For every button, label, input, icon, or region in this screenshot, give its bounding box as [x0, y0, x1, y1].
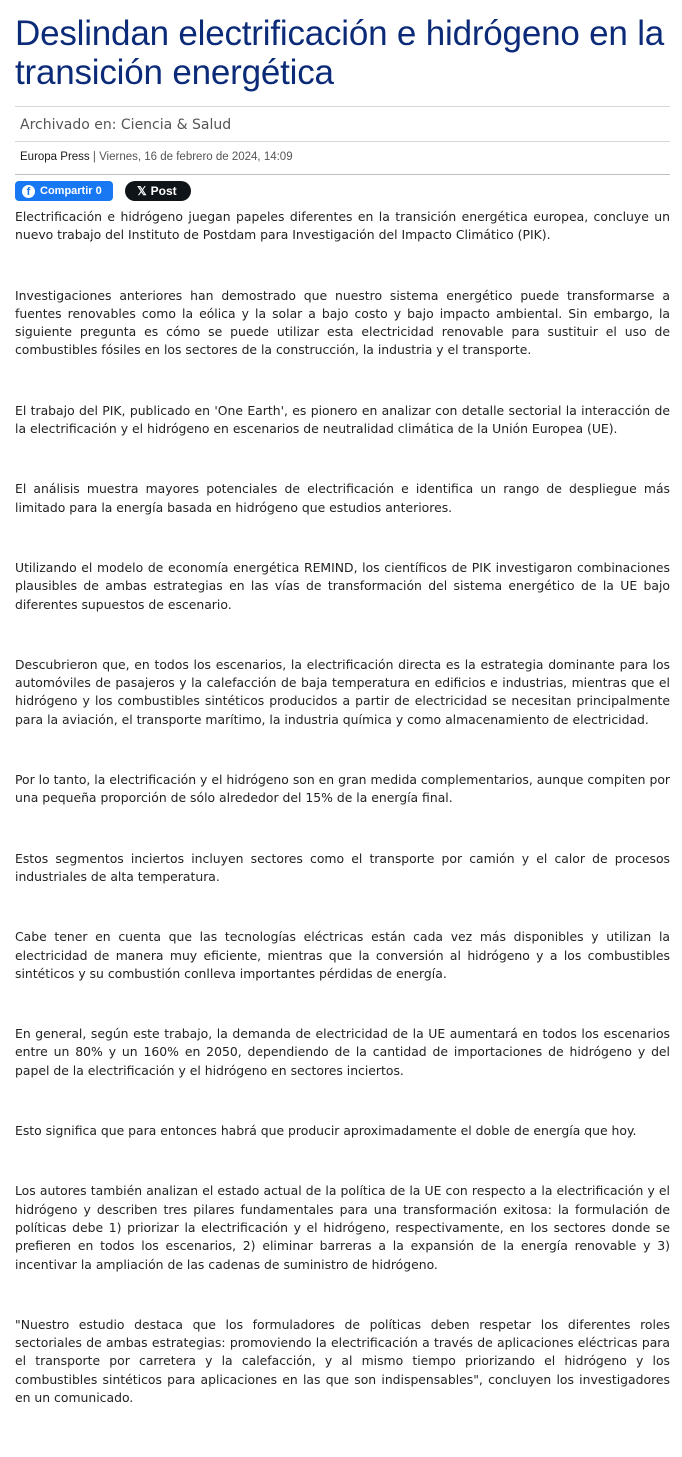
- facebook-share-label: Compartir 0: [40, 185, 102, 197]
- archived-category: Archivado en: Ciencia & Salud: [20, 117, 232, 133]
- divider: [15, 141, 670, 142]
- paragraph: Investigaciones anteriores han demostrado que nuestro sistema energético puede transformarse a fuentes renovables como la eólica y la solar a bajo costo y bajo impacto ambiental. Sin embargo, la siguiente pregunta es cómo se puede utilizar esta electricidad renovable para sustituir el uso de combustibles fósiles en los sectores de la construcción, la industria y el transporte.: [15, 287, 670, 358]
- byline-separator: |: [89, 151, 100, 163]
- divider: [15, 106, 670, 107]
- paragraph: Cabe tener en cuenta que las tecnologías eléctricas están cada vez más disponibles y utilizan la electricidad de manera muy eficiente, mientras que la conversión al hidrógeno y a los combustibles sintéticos y su combustión conlleva importantes pérdidas de energía.: [15, 929, 670, 981]
- article-body: [15, 208, 670, 1407]
- paragraph: El trabajo del PIK, publicado en 'One Earth', es pionero en analizar con detalle sectorial la interacción de la electrificación y el hidrógeno en escenarios de neutralidad climática de la Unión Europea (UE).: [15, 402, 670, 437]
- paragraph: Los autores también analizan el estado actual de la política de la UE con respecto a la electrificación y el hidrógeno y describen tres pilares fundamentales para una transformación exitosa: la formulación de políticas debe 1) priorizar la electrificación y el hidrógeno, respectivamente, en los sectores donde se prefieren en todos los escenarios, 2) eliminar barreras a la expansión de la energía renovable y 3) incentivar la ampliación de las cadenas de suministro de hidrógeno.: [15, 1183, 670, 1272]
- paragraph: Esto significa que para entonces habrá que producir aproximadamente el doble de energía que hoy.: [15, 1123, 637, 1139]
- paragraph: Estos segmentos inciertos incluyen sectores como el transporte por camión y el calor de procesos industriales de alta temperatura.: [15, 850, 670, 884]
- facebook-share-button[interactable]: [15, 181, 113, 201]
- paragraph: Electrificación e hidrógeno juegan papeles diferentes en la transición energética europea, concluye un nuevo trabajo del Instituto de Postdam para Investigación del Impacto Climático (PIK).: [15, 209, 670, 243]
- divider: [15, 174, 670, 175]
- paragraph: Utilizando el modelo de economía energética REMIND, los científicos de PIK investigaron combinaciones plausibles de ambas estrategias en las vías de transformación del sistema energético de la UE bajo diferentes supuestos de escenario.: [15, 559, 670, 612]
- facebook-icon: f: [22, 185, 35, 198]
- paragraph: El análisis muestra mayores potenciales de electrificación e identifica un rango de despliegue más limitado para la energía basada en hidrógeno que estudios anteriores.: [15, 481, 670, 515]
- publish-date: Viernes, 16 de febrero de 2024, 14:09: [99, 151, 293, 163]
- paragraph: En general, según este trabajo, la demanda de electricidad de la UE aumentará en todos los escenarios entre un 80% y un 160% en 2050, dependiendo de la cantidad de importaciones de hidrógeno y del papel de la electrificación y el hidrógeno en sectores inciertos.: [15, 1026, 670, 1078]
- x-post-button[interactable]: [125, 181, 191, 201]
- paragraph: Por lo tanto, la electrificación y el hidrógeno son en gran medida complementarios, aunque compiten por una pequeña proporción de sólo alrededor del 15% de la energía final.: [15, 772, 670, 806]
- x-logo-icon: 𝕏: [137, 184, 147, 198]
- byline: [20, 150, 670, 164]
- paragraph: Descubrieron que, en todos los escenarios, la electrificación directa es la estrategia dominante para los automóviles de pasajeros y la calefacción de baja temperatura en edificios e industrias, mientras que el hidrógeno y los combustibles sintéticos producidos a partir de electricidad se necesitan principalmente para la aviación, el transporte marítimo, la industria química y como almacenamiento de electricidad.: [15, 656, 670, 727]
- article-title: Deslindan electrificación e hidrógeno en la transición energética: [15, 14, 665, 92]
- paragraph: "Nuestro estudio destaca que los formuladores de políticas deben respetar los diferentes roles sectoriales de ambas estrategias: promoviendo la electrificación a través de aplicaciones eléctricas para el transporte por carretera y la calefacción, y al mismo tiempo priorizando el hidrógeno y los combustibles sintéticos para aplicaciones en las que son indispensables", concluyen los investigadores en un comunicado.: [15, 1316, 670, 1405]
- share-bar: [15, 181, 670, 201]
- source-name: Europa Press: [20, 151, 90, 163]
- x-post-label: Post: [150, 184, 177, 198]
